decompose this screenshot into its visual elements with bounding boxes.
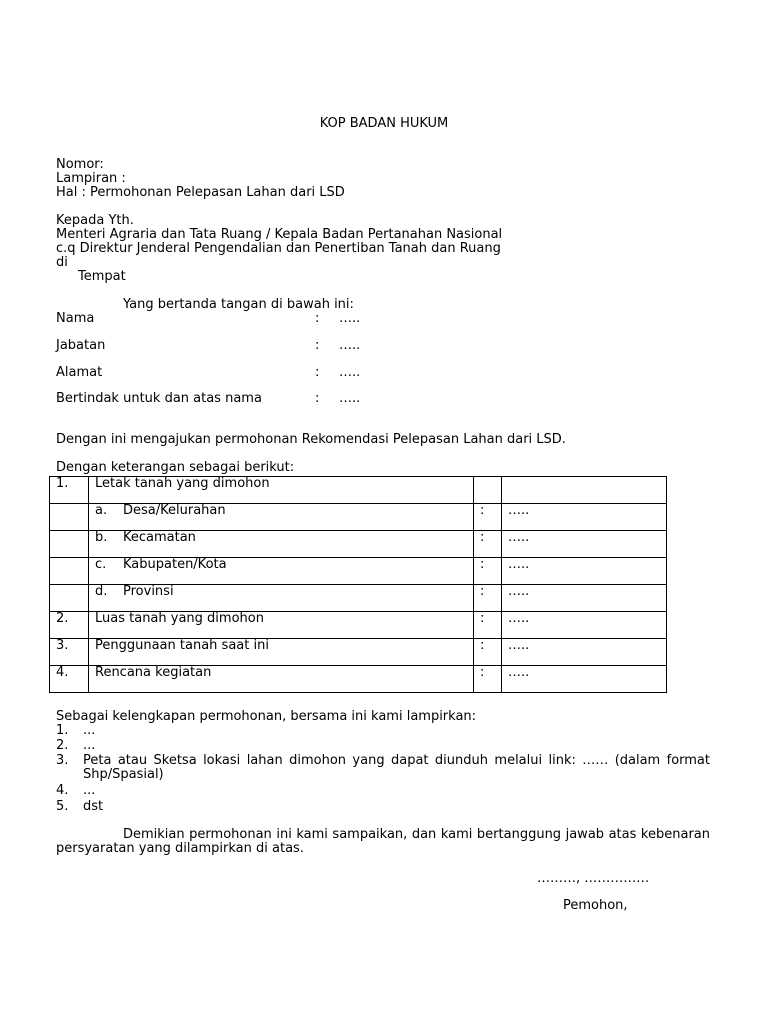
row-value xyxy=(502,477,667,504)
row-number xyxy=(50,585,89,612)
document-heading: KOP BADAN HUKUM xyxy=(319,116,449,131)
row-value: ….. xyxy=(502,558,667,585)
field-value: ….. xyxy=(339,338,361,353)
row-desc-text: Kecamatan xyxy=(123,530,196,545)
field-label: Alamat xyxy=(56,365,103,380)
place-date: ………, …………… xyxy=(537,871,650,886)
table-row xyxy=(50,639,667,666)
list-text: ... xyxy=(83,723,96,738)
list-text: Peta atau Sketsa lokasi lahan dimohon yang dapat diunduh melalui link: …… (dalam format Shp/Spasial) xyxy=(83,753,710,782)
list-number: 4. xyxy=(56,783,69,798)
row-number: 2. xyxy=(50,612,89,639)
row-value: ….. xyxy=(502,504,667,531)
row-description xyxy=(89,639,474,666)
row-description xyxy=(89,477,474,504)
row-desc-text: Kabupaten/Kota xyxy=(123,557,227,572)
field-value: ….. xyxy=(339,391,361,406)
attachments-intro: Sebagai kelengkapan permohonan, bersama ini kami lampirkan: xyxy=(56,709,477,724)
field-label: Bertindak untuk dan atas nama xyxy=(56,391,262,406)
row-colon: : xyxy=(474,585,502,612)
row-number: 4. xyxy=(50,666,89,693)
row-value: ….. xyxy=(502,639,667,666)
table-row xyxy=(50,585,667,612)
list-text: ... xyxy=(83,783,96,798)
row-colon: : xyxy=(474,558,502,585)
row-description xyxy=(89,504,474,531)
row-colon: : xyxy=(474,612,502,639)
row-letter: b. xyxy=(95,530,108,545)
signer-label: Pemohon, xyxy=(563,898,628,913)
tempat-line: Tempat xyxy=(78,269,126,284)
table-row xyxy=(50,666,667,693)
di-line: di xyxy=(56,255,68,270)
row-description xyxy=(89,585,474,612)
row-desc-text: Letak tanah yang dimohon xyxy=(95,476,270,491)
details-table xyxy=(49,476,667,693)
field-label: Nama xyxy=(56,311,95,326)
row-description xyxy=(89,558,474,585)
table-row xyxy=(50,531,667,558)
table-row xyxy=(50,504,667,531)
kepada-line: Kepada Yth. xyxy=(56,213,134,228)
row-colon: : xyxy=(474,666,502,693)
list-number: 2. xyxy=(56,738,69,753)
nomor-line: Nomor: xyxy=(56,157,104,172)
row-description xyxy=(89,531,474,558)
row-letter: a. xyxy=(95,503,108,518)
table-row xyxy=(50,477,667,504)
row-value: ….. xyxy=(502,612,667,639)
row-desc-text: Desa/Kelurahan xyxy=(123,503,226,518)
field-label: Jabatan xyxy=(56,338,106,353)
row-letter: d. xyxy=(95,584,108,599)
list-number: 1. xyxy=(56,723,69,738)
details-intro: Dengan keterangan sebagai berikut: xyxy=(56,460,295,475)
field-colon: : xyxy=(315,365,320,380)
intro-line: Yang bertanda tangan di bawah ini: xyxy=(123,297,354,312)
field-value: ….. xyxy=(339,311,361,326)
field-colon: : xyxy=(315,391,320,406)
recipient-line-1: Menteri Agraria dan Tata Ruang / Kepala Badan Pertanahan Nasional xyxy=(56,227,503,242)
row-colon: : xyxy=(474,504,502,531)
closing-paragraph: Demikian permohonan ini kami sampaikan, dan kami bertanggung jawab atas kebenaran persyaratan yang dilampirkan di atas. xyxy=(56,827,710,856)
recipient-line-2: c.q Direktur Jenderal Pengendalian dan Penertiban Tanah dan Ruang xyxy=(56,241,501,256)
row-desc-text: Luas tanah yang dimohon xyxy=(95,611,264,626)
lampiran-line: Lampiran : xyxy=(56,171,126,186)
row-number xyxy=(50,504,89,531)
row-description xyxy=(89,612,474,639)
row-number: 1. xyxy=(50,477,89,504)
row-colon xyxy=(474,477,502,504)
row-number: 3. xyxy=(50,639,89,666)
row-desc-text: Provinsi xyxy=(123,584,174,599)
row-number xyxy=(50,531,89,558)
row-description xyxy=(89,666,474,693)
row-colon: : xyxy=(474,639,502,666)
list-number: 3. xyxy=(56,753,69,768)
field-value: ….. xyxy=(339,365,361,380)
row-value: ….. xyxy=(502,585,667,612)
table-row xyxy=(50,612,667,639)
table-row xyxy=(50,558,667,585)
row-value: ….. xyxy=(502,666,667,693)
request-line: Dengan ini mengajukan permohonan Rekomendasi Pelepasan Lahan dari LSD. xyxy=(56,432,566,447)
list-number: 5. xyxy=(56,799,69,814)
row-letter: c. xyxy=(95,557,107,572)
hal-line: Hal : Permohonan Pelepasan Lahan dari LSD xyxy=(56,185,345,200)
list-text: dst xyxy=(83,799,104,814)
row-colon: : xyxy=(474,531,502,558)
field-colon: : xyxy=(315,338,320,353)
field-colon: : xyxy=(315,311,320,326)
list-text: ... xyxy=(83,738,96,753)
row-value: ….. xyxy=(502,531,667,558)
row-desc-text: Rencana kegiatan xyxy=(95,665,212,680)
row-desc-text: Penggunaan tanah saat ini xyxy=(95,638,269,653)
row-number xyxy=(50,558,89,585)
